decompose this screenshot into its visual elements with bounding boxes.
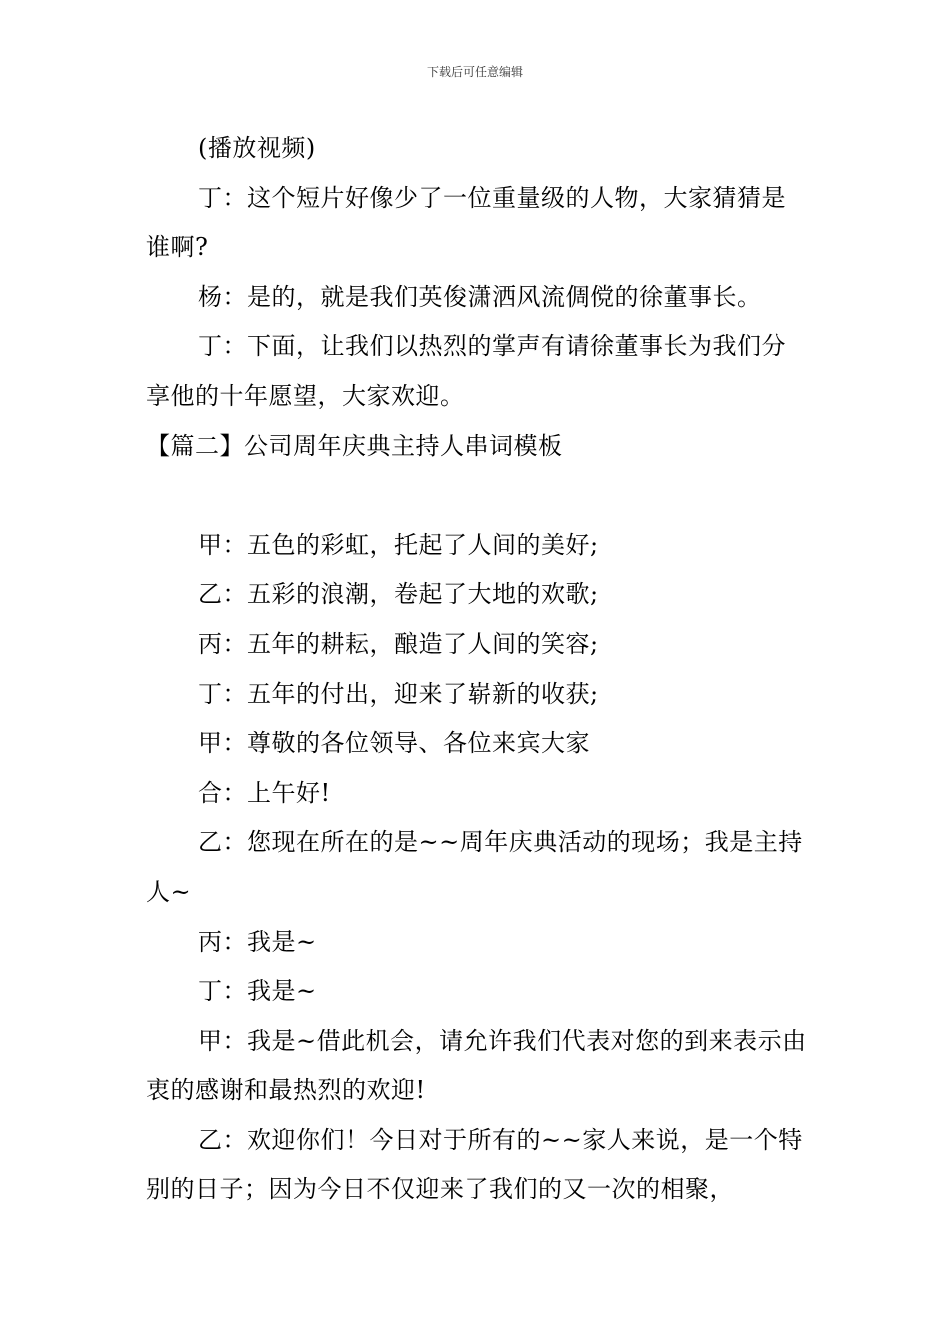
blank-line (146, 471, 810, 521)
paragraph-jia-3: 甲：我是~借此机会，请允许我们代表对您的到来表示由衷的感谢和最热烈的欢迎! (146, 1026, 807, 1105)
page-header: 下载后可任意编辑 (426, 65, 523, 79)
paragraph-ding-3: 丁：五年的付出，迎来了崭新的收获; (198, 679, 599, 708)
section-heading: 【篇二】公司周年庆典主持人串词模板 (146, 431, 563, 460)
paragraph-jia-2: 甲：尊敬的各位领导、各位来宾大家 (198, 729, 590, 758)
paragraph-yi-1: 乙：五彩的浪潮，卷起了大地的欢歌; (198, 580, 599, 609)
document-body (146, 124, 810, 1215)
paragraph-yang-1: 杨：是的，就是我们英俊潇洒风流倜傥的徐董事长。 (198, 282, 762, 311)
paragraph-play-video: (播放视频) (198, 134, 316, 162)
paragraph-ding-2: 丁：下面，让我们以热烈的掌声有请徐董事长为我们分享他的十年愿望，大家欢迎。 (146, 332, 786, 410)
paragraph-bing-1: 丙：五年的耕耘，酿造了人间的笑容; (198, 629, 599, 658)
paragraph-yi-3: 乙：欢迎你们！今日对于所有的~~家人来说，是一个特别的日子；因为今日不仅迎来了我们的又一次的相聚， (146, 1125, 803, 1204)
paragraph-yi-2: 乙：您现在所在的是~~周年庆典活动的现场；我是主持人~ (146, 828, 803, 906)
paragraph-jia-1: 甲：五色的彩虹，托起了人间的美好; (198, 530, 599, 559)
paragraph-bing-2: 丙：我是~ (198, 927, 317, 956)
paragraph-ding-4: 丁：我是~ (198, 977, 317, 1006)
paragraph-he-1: 合：上午好! (198, 778, 331, 807)
paragraph-ding-1: 丁：这个短片好像少了一位重量级的人物，大家猜猜是谁啊? (146, 183, 786, 262)
